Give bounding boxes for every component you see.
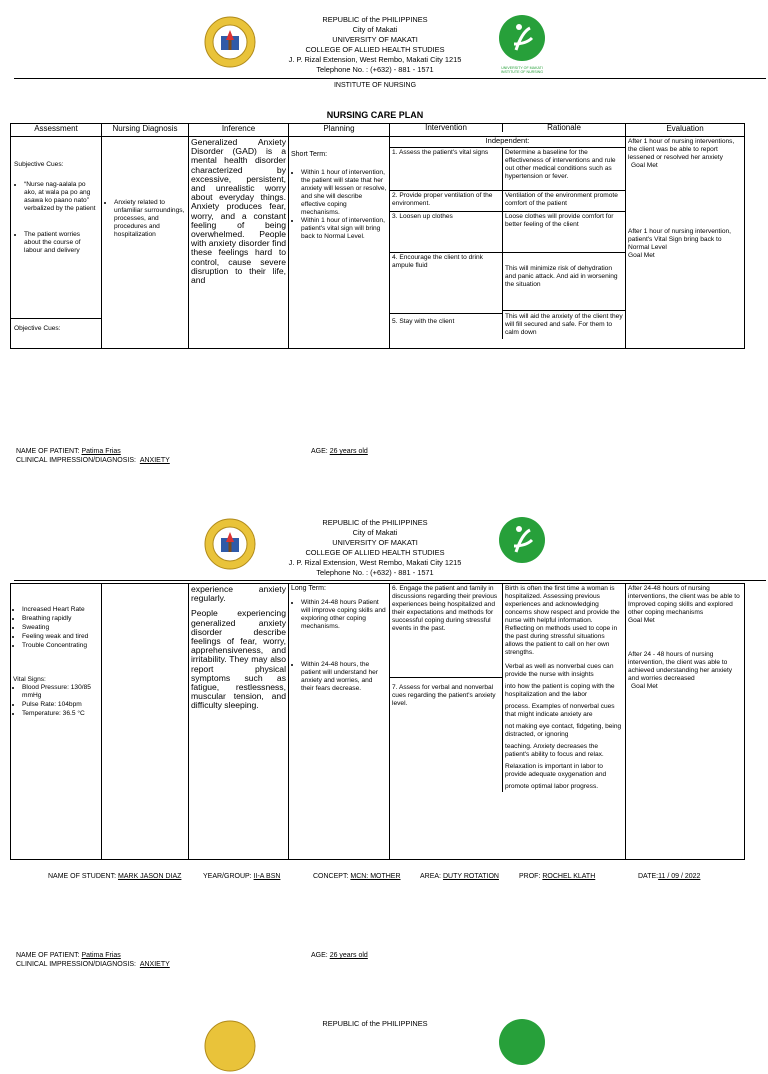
patient-name: Patima Frias: [81, 448, 121, 455]
header-divider: [14, 580, 766, 581]
care-plan-table-page-2: [10, 583, 745, 860]
col-planning: Planning: [289, 124, 390, 137]
area-label: AREA:: [420, 873, 442, 880]
evaluation-1-status: Goal Met: [631, 162, 658, 169]
intervention-3: 3. Loosen up clothes: [390, 212, 502, 253]
evaluation-4: After 24 - 48 hours of nursing intervention, the client was able to achieved understanding her anxiety and worries decreased: [628, 651, 733, 682]
plan-title: NURSING CARE PLAN: [326, 110, 424, 120]
logo-caption-2: INSTITUTE OF NURSING: [500, 70, 544, 74]
concept-value: MCN: MOTHER: [350, 873, 401, 880]
document-header-page-2: [200, 518, 550, 578]
evaluation-2-status: Goal Met: [628, 252, 655, 259]
student-label: NAME OF STUDENT:: [48, 873, 117, 880]
intervention-2: 2. Provide proper ventilation of the environment.: [390, 191, 502, 212]
header-city: City of Makati: [352, 25, 398, 34]
inference-text: Generalized Anxiety Disorder (GAD) is a mental health disorder characterized by excessive, persistent, and unrealistic worry about everyday things. Anxiety produces fear, worry, and a constant feeling of being overwhelmed. People with anxiety disorder find these feelings hard to control, cause severe disruption to their life, and: [189, 137, 289, 349]
vital-temp: • Temperature: 36.5 °C: [22, 710, 99, 718]
objective-cue-5: • Trouble Concentrating: [22, 642, 99, 650]
header-address: J. P. Rizal Extension, West Rembo, Makati City 1215: [288, 55, 462, 64]
objective-cue-3: • Sweating: [22, 624, 99, 632]
intervention-5: 5. Stay with the client: [392, 318, 455, 325]
objective-label: Objective Cues:: [14, 325, 61, 332]
evaluation-4-status: Goal Met: [631, 683, 658, 690]
institute-of-nursing-logo-icon: [496, 1018, 548, 1074]
subjective-cue-1: • “Nurse nag-aalala po ako, at wala pa po ang asawa ko paano nato” verbalized by the patient: [24, 181, 98, 213]
vital-pr: • Pulse Rate: 104bpm: [22, 701, 99, 709]
impression-label: CLINICAL IMPRESSION/DIAGNOSIS:: [16, 961, 136, 968]
header-republic: REPUBLIC of the PHILIPPINES: [322, 1019, 428, 1028]
planning-label-long: Long Term:: [291, 585, 326, 592]
patient-name-label: NAME OF PATIENT:: [16, 448, 80, 455]
subjective-label: Subjective Cues:: [14, 161, 64, 168]
header-divider: [14, 78, 766, 79]
patient-age-1: [311, 447, 368, 456]
patient-name: Patima Frias: [81, 952, 121, 959]
age-value: 26 years old: [329, 448, 368, 455]
impression-value: ANXIETY: [139, 457, 170, 464]
evaluation-3: After 24-48 hours of nursing interventions, the client was be able to Improved coping skills and explored other coping mechanisms: [628, 585, 740, 616]
rationale-6: Birth is often the first time a woman is hospitalized. Assessing previous experiences and acknowledging concerns show respect and provide the nurse with helpful information. Reflecting on methods used to cope in the past during stressful situations allows the patient to call on her own strengths.: [505, 585, 620, 656]
intervention-7: 7. Assess for verbal and nonverbal cues regarding the patient's anxiety level.: [392, 684, 496, 707]
col-rationale: Rationale: [547, 123, 581, 132]
long-term-goal-2: • Within 24-48 hours, the patient will understand her anxiety and worries, and their fears decrease.: [301, 661, 387, 693]
logo-caption-1: UNIVERSITY OF MAKATI: [501, 66, 543, 70]
intervention-6: 6. Engage the patient and family in discussions regarding their previous experiences being hospitalized and their expectations and methods for successful coping during stressful events in the past.: [390, 584, 502, 678]
vital-bp: • Blood Pressure: 130/85 mmHg: [22, 684, 99, 700]
impression-label: CLINICAL IMPRESSION/DIAGNOSIS:: [16, 457, 136, 464]
objective-cue-1: • Increased Heart Rate: [22, 606, 99, 614]
year-label: YEAR/GROUP:: [203, 873, 252, 880]
document-header: [200, 15, 550, 75]
prof-field: [519, 873, 595, 880]
date-value: 11 / 09 / 2022: [658, 873, 701, 880]
objective-cue-4: • Feeling weak and tired: [22, 633, 99, 641]
col-assessment: Assessment: [11, 124, 102, 137]
care-plan-table-page-1: [10, 123, 745, 349]
nursing-diagnosis: • Anxiety related to unfamiliar surroundings, processes, and procedures and hospitalization: [114, 199, 186, 239]
col-diagnosis: Nursing Diagnosis: [102, 124, 189, 137]
concept-label: CONCEPT:: [313, 873, 349, 880]
header-republic: REPUBLIC of the PHILIPPINES: [322, 518, 428, 527]
header-telephone: Telephone No. : (+632) - 881 - 1571: [316, 568, 434, 577]
student-name: MARK JASON DIAZ: [118, 873, 182, 880]
subjective-cue-2: • The patient worries about the course of labour and delivery: [24, 231, 98, 255]
student-field: [48, 873, 181, 880]
date-label: DATE:: [638, 873, 659, 880]
header-republic: REPUBLIC of the PHILIPPINES: [322, 15, 428, 24]
header-address: J. P. Rizal Extension, West Rembo, Makati City 1215: [288, 558, 462, 567]
evaluation-1: After 1 hour of nursing interventions, the client was be able to report lessened or resolved her anxiety: [628, 138, 735, 161]
patient-info-1: [16, 447, 232, 465]
header-institute: INSTITUTE OF NURSING: [333, 82, 417, 89]
age-label: AGE:: [311, 448, 328, 455]
impression-value: ANXIETY: [139, 961, 170, 968]
patient-info-2: [16, 951, 232, 969]
header-college: COLLEGE OF ALLIED HEALTH STUDIES: [305, 548, 445, 557]
planning-label: Short Term:: [291, 151, 328, 158]
long-term-goal-1: • Within 24-48 hours Patient will improve coping skills and exploring other coping mechanisms.: [301, 599, 387, 631]
col-evaluation: Evaluation: [626, 124, 745, 137]
header-university: UNIVERSITY OF MAKATI: [332, 538, 418, 547]
age-label: AGE:: [311, 952, 328, 959]
col-inference: Inference: [189, 124, 289, 137]
planning-goal-2: • Within 1 hour of intervention, patient's vital sign will bring back to Normal Level.: [301, 217, 387, 241]
year-field: [203, 873, 280, 880]
inference-text-2: People experiencing generalized anxiety disorder describe feelings of fear, worry, apprehensiveness, and irritability. They may also report physical symptoms such as fatigue, restlessness, muscular tension, and difficulty sleeping.: [191, 608, 286, 711]
inference-continued: experience anxiety regularly.: [191, 584, 286, 604]
concept-field: [313, 873, 401, 880]
intervention-1: 1. Assess the patient's vital signs: [390, 148, 502, 191]
university-seal-icon: [204, 1020, 256, 1072]
year-value: II-A BSN: [253, 873, 281, 880]
header-city: City of Makati: [352, 528, 398, 537]
area-value: DUTY ROTATION: [442, 873, 499, 880]
rationale-2: Ventilation of the environment promote comfort of the patient: [503, 191, 625, 212]
rationale-7f: Relaxation is important in labor to provide adequate oxygenation and: [505, 763, 607, 778]
objective-cue-2: • Breathing rapidly: [22, 615, 99, 623]
rationale-3: Loose clothes will provide comfort for better feeling of the client: [503, 212, 625, 253]
vital-signs-label: Vital Signs:: [13, 676, 46, 683]
patient-name-label: NAME OF PATIENT:: [16, 952, 80, 959]
rationale-5: This will aid the anxiety of the client they will fill secured and safe. For them to calm down: [505, 313, 623, 336]
rationale-7g: promote optimal labor progress.: [505, 783, 599, 790]
rationale-4: This will minimize risk of dehydration and panic attack. And aid in worsening the situation: [503, 253, 625, 311]
rationale-7c: process. Examples of nonverbal cues that might indicate anxiety are: [505, 703, 615, 718]
planning-goal-1: • Within 1 hour of intervention, the patient will state that her anxiety will lessen or resolve, and she will describe effective coping mechanisms.: [301, 169, 387, 217]
rationale-7a: Verbal as well as nonverbal cues can provide the nurse with insights: [505, 663, 614, 678]
rationale-7b: into how the patient is coping with the hospitalization and the labor: [505, 683, 615, 698]
col-intervention: Intervention: [390, 124, 503, 132]
independent-label: Independent:: [390, 137, 625, 148]
header-college: COLLEGE OF ALLIED HEALTH STUDIES: [305, 45, 445, 54]
area-field: [420, 873, 499, 880]
patient-age-2: [311, 951, 368, 960]
header-telephone: Telephone No. : (+632) - 881 - 1571: [316, 65, 434, 74]
rationale-1: Determine a baseline for the effectiveness of interventions and rule out other medical conditions such as hypertension or fever.: [503, 148, 625, 191]
intervention-4: 4. Encourage the client to drink ampule fluid: [390, 253, 502, 314]
header-university: UNIVERSITY OF MAKATI: [332, 35, 418, 44]
date-field: [638, 873, 700, 880]
evaluation-2: After 1 hour of nursing intervention, patient's Vital Sign bring back to Normal Level: [628, 228, 731, 251]
prof-value: ROCHEL KLATH: [542, 873, 596, 880]
rationale-7d: not making eye contact, fidgeting, being distracted, or ignoring: [505, 723, 622, 738]
age-value: 26 years old: [329, 952, 368, 959]
prof-label: PROF:: [519, 873, 541, 880]
rationale-7e: teaching. Anxiety decreases the patient's ability to focus and relax.: [505, 743, 604, 758]
evaluation-3-status: Goal Met: [628, 617, 655, 624]
